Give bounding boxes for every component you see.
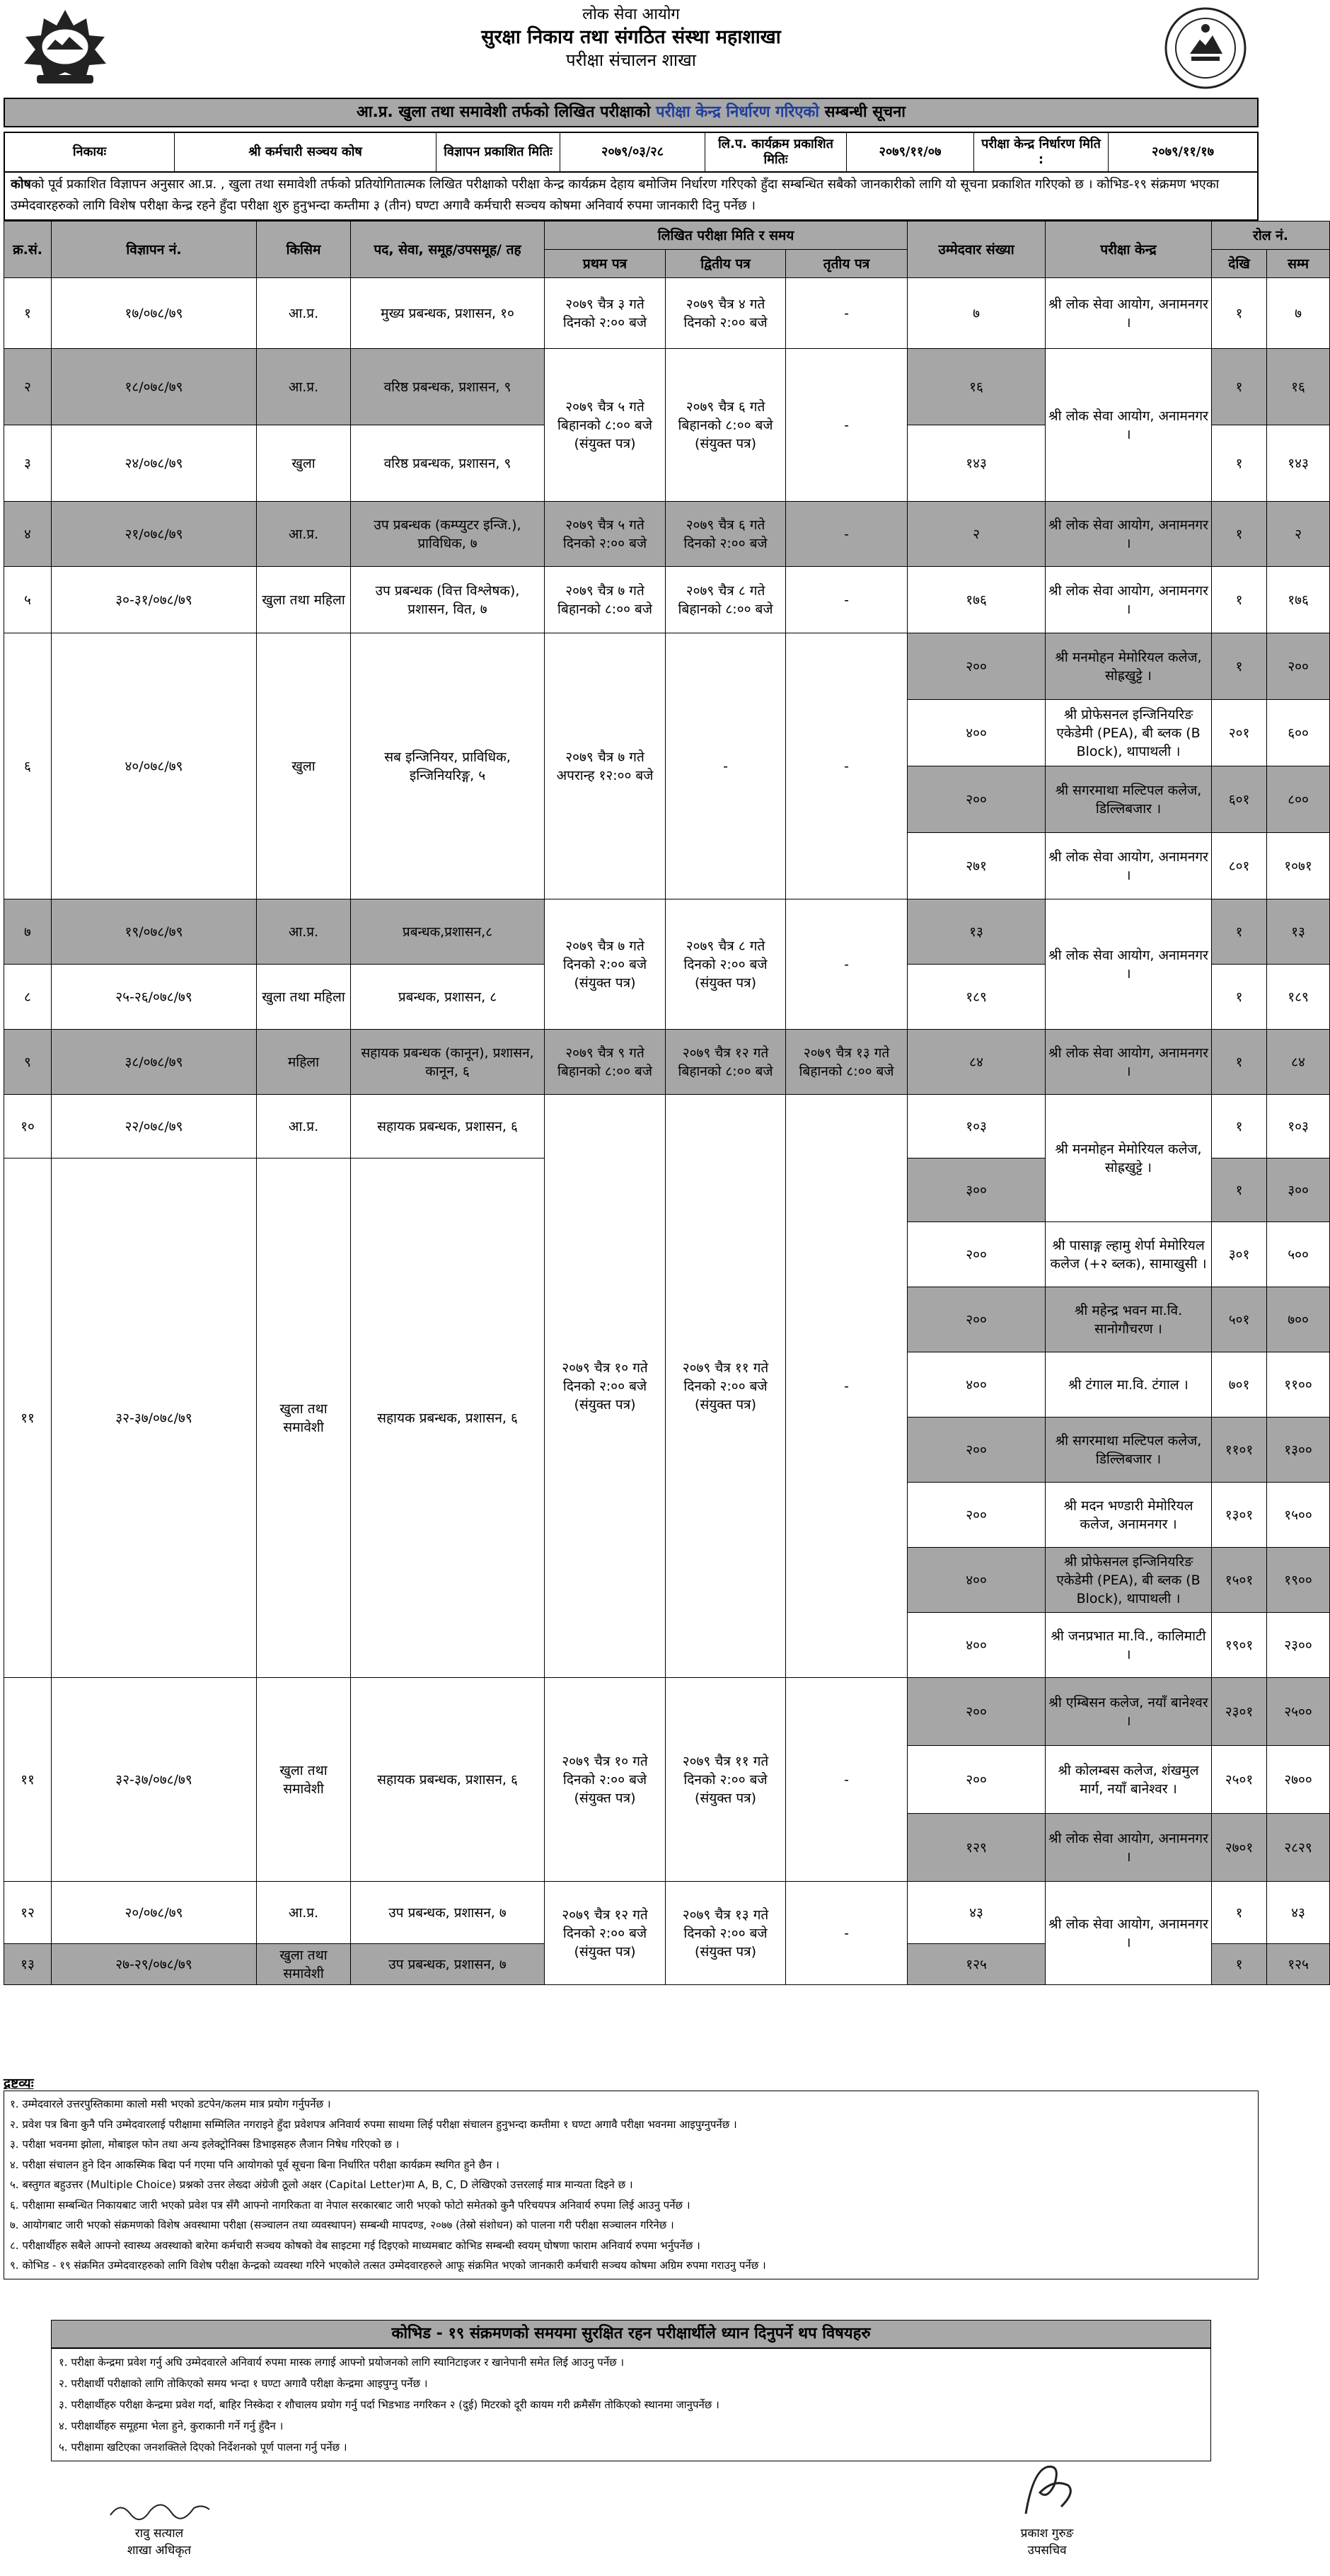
cell-paper2: २०७९ चैत्र ११ गते दिनको २:०० बजे (संयुक्त पत्र)	[666, 1095, 786, 1678]
notes-title: द्रष्टव्यः	[4, 2076, 34, 2091]
cell-paper2: -	[666, 633, 786, 899]
cell-roll-from: १	[1212, 425, 1267, 502]
col-roll-to: सम्म	[1267, 250, 1330, 278]
cell-roll-from: १	[1212, 349, 1267, 425]
cell-count: २००	[908, 1483, 1046, 1548]
cell-sn: १०	[4, 1095, 52, 1158]
cell-center: श्री लोक सेवा आयोग, अनामनगर ।	[1046, 1882, 1212, 1985]
cell-roll-to: ७००	[1267, 1287, 1330, 1352]
cell-roll-from: ११०१	[1212, 1418, 1267, 1483]
cell-post: सहायक प्रबन्धक (कानून), प्रशासन, कानून, ६	[351, 1030, 545, 1095]
cell-count: २७१	[908, 833, 1046, 899]
cell-center: श्री लोक सेवा आयोग, अनामनगर ।	[1046, 278, 1212, 349]
cell-roll-to: २५००	[1267, 1678, 1330, 1746]
cell-count: १६	[908, 349, 1046, 425]
note-item: २. प्रवेश पत्र बिना कुनै पनि उम्मेदवारलाई परीक्षामा सम्मिलित नगराइने हुँदा प्रवेशपत्र अनिवार्य रुपमा साथमा लिई परीक्षा संचालन हुनुभन्दा कम्तीमा १ घण्टा अगावै परीक्षा भवनमा आइपुग्नुपर्नेछ ।	[10, 2117, 737, 2131]
cell-count: ८४	[908, 1030, 1046, 1095]
cell-type: आ.प्र.	[257, 899, 351, 965]
note-item: ४. परीक्षा संचालन हुने दिन आकस्मिक बिदा पर्न गएमा पनि आयोगको पूर्व सूचना बिना निर्धारित परीक्षा कार्यक्रम स्थगित हुने छैन ।	[10, 2158, 499, 2171]
cell-count: २००	[908, 1222, 1046, 1287]
cell-type: आ.प्र.	[257, 278, 351, 349]
cell-count: १२९	[908, 1814, 1046, 1882]
cell-center: श्री सगरमाथा मल्टिपल कलेज, डिल्लिबजार ।	[1046, 766, 1212, 833]
cell-center: श्री कोलम्बस कलेज, शंखमुल मार्ग, नयाँ बानेश्वर ।	[1046, 1746, 1212, 1814]
cell-adv: २१/०७८/७९	[52, 502, 257, 567]
cell-type: आ.प्र.	[257, 349, 351, 425]
col-roll-from: देखि	[1212, 250, 1267, 278]
cell-sn: १	[4, 278, 52, 349]
header-section: परीक्षा संचालन शाखा	[565, 50, 696, 70]
cell-roll-from: १	[1212, 1030, 1267, 1095]
cell-count: ४००	[908, 1613, 1046, 1678]
cell-center: श्री मदन भण्डारी मेमोरियल कलेज, अनामनगर ।	[1046, 1483, 1212, 1548]
cell-center: श्री मनमोहन मेमोरियल कलेज, सोह्रखुट्टे ।	[1046, 1095, 1212, 1222]
cell-adv: २०/०७८/७९	[52, 1882, 257, 1944]
cell-roll-from: २०१	[1212, 700, 1267, 766]
cell-paper1: २०७९ चैत्र ३ गते दिनको २:०० बजे	[545, 278, 666, 349]
cell-roll-to: २३००	[1267, 1613, 1330, 1678]
cell-roll-to: १०७१	[1267, 833, 1330, 899]
note-item: ५. बस्तुगत बहुउत्तर (Multiple Choice) प्रश्नको उत्तर लेख्दा अंग्रेजी ठूलो अक्षर (Capital Letter)मा A, B, C, D लेखिएको उत्तरलाई मात्र मान्यता दिइने छ ।	[10, 2178, 633, 2191]
covid-item: २. परीक्षार्थी परीक्षाको लागि तोकिएको समय भन्दा १ घण्टा अगावै परीक्षा केन्द्रमा आइपुग्नु पर्नेछ ।	[59, 2377, 428, 2390]
cell-paper3: -	[786, 633, 908, 899]
cell-sn: ११	[4, 1678, 52, 1882]
cell-adv: ३०-३१/०७८/७९	[52, 567, 257, 633]
left-signature-icon	[106, 2494, 212, 2522]
col-candidates: उम्मेदवार संख्या	[908, 222, 1046, 278]
cell-count: १७६	[908, 567, 1046, 633]
cell-type: खुला तथा समावेशी	[257, 1678, 351, 1882]
table-row	[4, 1095, 1330, 1158]
cell-type: आ.प्र.	[257, 502, 351, 567]
cell-sn: ६	[4, 633, 52, 899]
col-exam-dates: लिखित परीक्षा मिति र समय	[545, 222, 908, 250]
header-commission: लोक सेवा आयोग	[582, 6, 680, 23]
cell-center: श्री लोक सेवा आयोग, अनामनगर ।	[1046, 833, 1212, 899]
cell-paper2: २०७९ चैत्र ११ गते दिनको २:०० बजे (संयुक्त पत्र)	[666, 1678, 786, 1882]
cell-adv: २७-२९/०७८/७९	[52, 1944, 257, 1985]
right-signatory-title: उपसचिव	[1027, 2543, 1067, 2558]
cell-roll-from: १	[1212, 1095, 1267, 1158]
cell-roll-to: १३	[1267, 899, 1330, 965]
cell-center: श्री प्रोफेसनल इन्जिनियरिङ एकेडेमी (PEA), बी ब्लक (B Block), थापाथली ।	[1046, 1548, 1212, 1613]
cell-count: २००	[908, 1287, 1046, 1352]
right-signatory-name: प्रकाश गुरुङ	[1020, 2526, 1074, 2541]
schedule-date-label: लि.प. कार्यक्रम प्रकाशित मितिः	[705, 133, 847, 171]
cell-roll-to: ३००	[1267, 1158, 1330, 1222]
cell-roll-to: २८२९	[1267, 1814, 1330, 1882]
cell-roll-to: २००	[1267, 633, 1330, 700]
left-signature-block	[78, 2525, 241, 2559]
cell-post: वरिष्ठ प्रबन्धक, प्रशासन, ९	[351, 349, 545, 425]
covid-item: ३. परीक्षार्थीहरु परीक्षा केन्द्रमा प्रवेश गर्दा, बाहिर निस्केदा र शौचालय प्रयोग गर्नु पर्दा भिडभाड नगरिकन २ (दुई) मिटरको दूरी कायम गरी क्रमैसँग तोकिएको स्थानमा जानुपर्नेछ ।	[59, 2398, 719, 2411]
covid-title: कोभिड - १९ संक्रमणको समयमा सुरक्षित रहन परीक्षार्थीले ध्यान दिनुपर्ने थप विषयहरु	[51, 2320, 1211, 2348]
cell-roll-from: २५०१	[1212, 1746, 1267, 1814]
right-signature-block	[969, 2525, 1125, 2559]
cell-paper2: २०७९ चैत्र ८ गते दिनको २:०० बजे (संयुक्त पत्र)	[666, 899, 786, 1030]
cell-center: श्री प्रोफेसनल इन्जिनियरिङ एकेडेमी (PEA), बी ब्लक (B Block), थापाथली ।	[1046, 700, 1212, 766]
center-date-label: परीक्षा केन्द्र निर्धारण मिति :	[974, 133, 1109, 171]
cell-roll-from: ८०१	[1212, 833, 1267, 899]
cell-paper3: -	[786, 1882, 908, 1985]
cell-roll-to: १०३	[1267, 1095, 1330, 1158]
cell-post: प्रबन्धक,प्रशासन,८	[351, 899, 545, 965]
col-paper3: तृतीय पत्र	[786, 250, 908, 278]
cell-center: श्री सगरमाथा मल्टिपल कलेज, डिल्लिबजार ।	[1046, 1418, 1212, 1483]
cell-center: श्री महेन्द्र भवन मा.वि. सानोगौचरण ।	[1046, 1287, 1212, 1352]
cell-type: खुला तथा महिला	[257, 965, 351, 1030]
cell-roll-from: १	[1212, 278, 1267, 349]
cell-adv: ४०/०७८/७९	[52, 633, 257, 899]
cell-paper1: २०७९ चैत्र ७ गते बिहानको ८:०० बजे	[545, 567, 666, 633]
cell-paper1: २०७९ चैत्र १२ गते दिनको २:०० बजे (संयुक्त पत्र)	[545, 1882, 666, 1985]
cell-post: उप प्रबन्धक (वित्त विश्लेषक), प्रशासन, वित, ७	[351, 567, 545, 633]
cell-roll-from: १	[1212, 965, 1267, 1030]
note-item: ९. कोभिड - १९ संक्रमित उम्मेदवारहरुको लागि विशेष परीक्षा केन्द्रको व्यवस्था गरिने भएकोले तत्सत उम्मेदवारहरुले आफू संक्रमित भएको जानकारी कर्मचारी सञ्चय कोषमा अग्रिम रुपमा गराउनु पर्नेछ ।	[10, 2259, 766, 2272]
cell-roll-to: १२५	[1267, 1944, 1330, 1985]
notice-title-part3: सम्बन्धी सूचना	[824, 103, 906, 121]
cell-post: सहायक प्रबन्धक, प्रशासन, ६	[351, 1678, 545, 1882]
cell-sn: ११	[4, 1158, 52, 1678]
cell-paper3: -	[786, 899, 908, 1030]
cell-type: खुला	[257, 425, 351, 502]
cell-sn: ३	[4, 425, 52, 502]
cell-center: श्री मनमोहन मेमोरियल कलेज, सोह्रखुट्टे ।	[1046, 633, 1212, 700]
cell-post: प्रबन्धक, प्रशासन, ८	[351, 965, 545, 1030]
notice-title-part1: आ.प्र. खुला तथा समावेशी तर्फको लिखित परीक्षाको	[357, 103, 651, 121]
cell-paper3: -	[786, 349, 908, 502]
cell-paper3: -	[786, 502, 908, 567]
intro-paragraph	[4, 173, 1259, 221]
cell-roll-from: ३०१	[1212, 1222, 1267, 1287]
cell-count: १०३	[908, 1095, 1046, 1158]
covid-item: ५. परीक्षामा खटिएका जनशक्तिले दिएको निर्देशनको पूर्ण पालना गर्नु पर्नेछ ।	[59, 2441, 347, 2454]
cell-roll-from: १	[1212, 1882, 1267, 1944]
cell-roll-from: ७०१	[1212, 1352, 1267, 1418]
cell-center: श्री पासाङ्ग ल्हामु शेर्पा मेमोरियल कलेज (+२ ब्लक), सामाखुसी ।	[1046, 1222, 1212, 1287]
cell-paper1: २०७९ चैत्र ९ गते बिहानको ८:०० बजे	[545, 1030, 666, 1095]
cell-paper3: -	[786, 1095, 908, 1678]
cell-count: ४००	[908, 700, 1046, 766]
cell-adv: १९/०७८/७९	[52, 899, 257, 965]
cell-roll-to: ६००	[1267, 700, 1330, 766]
cell-center: श्री लोक सेवा आयोग, अनामनगर ।	[1046, 1030, 1212, 1095]
cell-center: श्री टंगाल मा.वि. टंगाल ।	[1046, 1352, 1212, 1418]
cell-post: उप प्रबन्धक, प्रशासन, ७	[351, 1944, 545, 1985]
cell-roll-from: १	[1212, 633, 1267, 700]
cell-type: खुला	[257, 633, 351, 899]
cell-post: वरिष्ठ प्रबन्धक, प्रशासन, ९	[351, 425, 545, 502]
cell-paper2: २०७९ चैत्र ८ गते बिहानको ८:०० बजे	[666, 567, 786, 633]
cell-count: ३००	[908, 1158, 1046, 1222]
cell-roll-to: २	[1267, 502, 1330, 567]
org-label: निकायः	[5, 133, 175, 171]
cell-type: महिला	[257, 1030, 351, 1095]
table-row	[4, 633, 1330, 700]
cell-paper3: -	[786, 567, 908, 633]
cell-count: २००	[908, 1418, 1046, 1483]
cell-roll-to: ११००	[1267, 1352, 1330, 1418]
cell-roll-from: १	[1212, 899, 1267, 965]
cell-adv: २४/०७८/७९	[52, 425, 257, 502]
cell-count: ४००	[908, 1548, 1046, 1613]
table-row	[4, 1678, 1330, 1746]
cell-type: आ.प्र.	[257, 1882, 351, 1944]
left-signatory-name: रावु सत्याल	[134, 2526, 184, 2541]
schedule-date-value: २०७९/११/०७	[847, 133, 974, 171]
cell-adv: १८/०७८/७९	[52, 349, 257, 425]
table-row	[4, 899, 1330, 965]
cell-count: १३	[908, 899, 1046, 965]
cell-paper1: २०७९ चैत्र ५ गते दिनको २:०० बजे	[545, 502, 666, 567]
cell-center: श्री जनप्रभात मा.वि., कालिमाटी ।	[1046, 1613, 1212, 1678]
cell-roll-to: ८४	[1267, 1030, 1330, 1095]
cell-post: सहायक प्रबन्धक, प्रशासन, ६	[351, 1158, 545, 1678]
cell-count: २००	[908, 633, 1046, 700]
cell-roll-to: ५००	[1267, 1222, 1330, 1287]
cell-paper2: २०७९ चैत्र ६ गते दिनको २:०० बजे	[666, 502, 786, 567]
cell-center: श्री लोक सेवा आयोग, अनामनगर ।	[1046, 1814, 1212, 1882]
notice-title	[4, 98, 1259, 127]
note-item: १. उम्मेदवारले उत्तरपुस्तिकामा कालो मसी भएको डटपेन/कलम मात्र प्रयोग गर्नुपर्नेछ ।	[10, 2098, 331, 2110]
col-adv: विज्ञापन नं.	[52, 222, 257, 278]
cell-center: श्री लोक सेवा आयोग, अनामनगर ।	[1046, 899, 1212, 1030]
cell-count: १४३	[908, 425, 1046, 502]
cell-roll-to: २७००	[1267, 1746, 1330, 1814]
table-row	[4, 1882, 1330, 1944]
note-item: ३. परीक्षा भवनमा झोला, मोबाइल फोन तथा अन्य इलेक्ट्रोनिक्स डिभाइसहरु लैजान निषेध गरिएको छ ।	[10, 2138, 400, 2151]
cell-count: २००	[908, 766, 1046, 833]
cell-count: २	[908, 502, 1046, 567]
cell-paper2: २०७९ चैत्र १२ गते बिहानको ८:०० बजे	[666, 1030, 786, 1095]
center-date-value: २०७९/११/१७	[1151, 144, 1215, 159]
cell-adv: ३८/०७८/७९	[52, 1030, 257, 1095]
cell-roll-from: १	[1212, 1944, 1267, 1985]
cell-sn: १२	[4, 1882, 52, 1944]
col-roll: रोल नं.	[1212, 222, 1330, 250]
col-type: किसिम	[257, 222, 351, 278]
cell-roll-from: १९०१	[1212, 1613, 1267, 1678]
col-paper2: द्वितीय पत्र	[666, 250, 786, 278]
cell-sn: ८	[4, 965, 52, 1030]
cell-paper2: २०७९ चैत्र १३ गते दिनको २:०० बजे (संयुक्त पत्र)	[666, 1882, 786, 1985]
cell-type: खुला तथा महिला	[257, 567, 351, 633]
right-signature-icon	[1012, 2457, 1082, 2521]
cell-roll-from: ६०१	[1212, 766, 1267, 833]
exam-center-table	[4, 221, 1330, 1985]
cell-roll-from: २३०१	[1212, 1678, 1267, 1746]
cell-post: सब इन्जिनियर, प्राविधिक, इन्जिनियरिङ्ग, ५	[351, 633, 545, 899]
cell-count: ४३	[908, 1882, 1046, 1944]
cell-paper3: २०७९ चैत्र १३ गते बिहानको ८:०० बजे	[786, 1030, 908, 1095]
cell-count: ४००	[908, 1352, 1046, 1418]
cell-paper1: २०७९ चैत्र ७ गते अपरान्ह १२:०० बजे	[545, 633, 666, 899]
cell-roll-from: १	[1212, 502, 1267, 567]
cell-sn: ४	[4, 502, 52, 567]
cell-sn: ७	[4, 899, 52, 965]
cell-sn: २	[4, 349, 52, 425]
cell-roll-to: ७	[1267, 278, 1330, 349]
cell-paper1: २०७९ चैत्र ५ गते बिहानको ८:०० बजे (संयुक्त पत्र)	[545, 349, 666, 502]
cell-paper1: २०७९ चैत्र १० गते दिनको २:०० बजे (संयुक्त पत्र)	[545, 1095, 666, 1678]
cell-roll-to: १६	[1267, 349, 1330, 425]
cell-paper1: २०७९ चैत्र ७ गते दिनको २:०० बजे (संयुक्त पत्र)	[545, 899, 666, 1030]
table-row	[4, 502, 1330, 567]
header-division: सुरक्षा निकाय तथा संगठित संस्था महाशाखा	[481, 26, 781, 48]
intro-text: को पूर्व प्रकाशित विज्ञापन अनुसार आ.प्र. , खुला तथा समावेशी तर्फको प्रतियोगितात्मक लिखित परीक्षाको परीक्षा केन्द्र कार्यक्रम देहाय बमोजिम निर्धारण गरिएको हुँदा सम्बन्धित सबैको जानकारीको लागि यो सूचना प्रकाशित गरिएको छ । कोभिड-१९ संक्रमण भएका उम्मेदवारहरुको लागि विशेष परीक्षा केन्द्र रहने हुँदा परीक्षा शुरु हुनुभन्दा कम्तीमा ३ (तीन) घण्टा अगावै कर्मचारी सञ्चय कोषमा अनिवार्य रुपमा जानकारी दिनु पर्नेछ ।	[11, 177, 1220, 213]
table-row	[4, 278, 1330, 349]
cell-roll-from: १५०१	[1212, 1548, 1267, 1613]
cell-roll-to: १९००	[1267, 1548, 1330, 1613]
col-paper1: प्रथम पत्र	[545, 250, 666, 278]
cell-paper3: -	[786, 278, 908, 349]
cell-roll-to: १७६	[1267, 567, 1330, 633]
cell-count: १२५	[908, 1944, 1046, 1985]
cell-type: खुला तथा समावेशी	[257, 1944, 351, 1985]
cell-post: उप प्रबन्धक, प्रशासन, ७	[351, 1882, 545, 1944]
cell-adv: ३२-३७/०७८/७९	[52, 1158, 257, 1678]
info-row	[4, 132, 1259, 173]
cell-post: मुख्य प्रबन्धक, प्रशासन, १०	[351, 278, 545, 349]
cell-count: २००	[908, 1746, 1046, 1814]
cell-roll-to: ८००	[1267, 766, 1330, 833]
notice-title-part2: परीक्षा केन्द्र निर्धारण गरिएको	[656, 103, 819, 121]
cell-type: खुला तथा समावेशी	[257, 1158, 351, 1678]
cell-paper1: २०७९ चैत्र १० गते दिनको २:०० बजे (संयुक्त पत्र)	[545, 1678, 666, 1882]
cell-roll-to: १५००	[1267, 1483, 1330, 1548]
covid-item: ४. परीक्षार्थीहरु समूहमा भेला हुने, कुराकानी गर्ने गर्नु हुँदैन ।	[59, 2420, 284, 2432]
cell-roll-from: १	[1212, 1158, 1267, 1222]
intro-bold: कोष	[11, 177, 31, 192]
cell-sn: ९	[4, 1030, 52, 1095]
cell-paper2: २०७९ चैत्र ४ गते दिनको २:०० बजे	[666, 278, 786, 349]
cell-type: आ.प्र.	[257, 1095, 351, 1158]
cell-paper2: २०७९ चैत्र ६ गते बिहानको ८:०० बजे (संयुक्त पत्र)	[666, 349, 786, 502]
adv-date-value: २०७९/०३/२८	[560, 133, 705, 171]
cell-roll-from: २७०१	[1212, 1814, 1267, 1882]
cell-center: श्री लोक सेवा आयोग, अनामनगर ।	[1046, 349, 1212, 502]
cell-sn: ५	[4, 567, 52, 633]
cell-adv: ३२-३७/०७८/७९	[52, 1678, 257, 1882]
col-post: पद, सेवा, समूह/उपसमूह/ तह	[351, 222, 545, 278]
table-row	[4, 1030, 1330, 1095]
cell-roll-from: १३०१	[1212, 1483, 1267, 1548]
note-item: ८. परीक्षार्थीहरु सबैले आफ्नो स्वास्थ्य अवस्थाको बारेमा कर्मचारी सञ्चय कोषको वेब साइटमा गई दिइएको माध्यमबाट कोभिड सम्बन्धी स्वयम् घोषणा फाराम अनिवार्य रुपमा भर्नुपर्नेछ ।	[10, 2238, 700, 2252]
cell-roll-from: ५०१	[1212, 1287, 1267, 1352]
cell-roll-to: ४३	[1267, 1882, 1330, 1944]
col-sn: क्र.सं.	[4, 222, 52, 278]
notes-list	[4, 2091, 1259, 2279]
cell-count: १८९	[908, 965, 1046, 1030]
cell-paper3: -	[786, 1678, 908, 1882]
cell-center: श्री लोक सेवा आयोग, अनामनगर ।	[1046, 567, 1212, 633]
cell-adv: २५-२६/०७८/७९	[52, 965, 257, 1030]
cell-adv: २२/०७८/७९	[52, 1095, 257, 1158]
cell-roll-to: १८९	[1267, 965, 1330, 1030]
left-signatory-title: शाखा अधिकृत	[127, 2543, 192, 2558]
cell-count: ७	[908, 278, 1046, 349]
cell-count: २००	[908, 1678, 1046, 1746]
cell-roll-from: १	[1212, 567, 1267, 633]
cell-roll-to: १३००	[1267, 1418, 1330, 1483]
covid-item: १. परीक्षा केन्द्रमा प्रवेश गर्नु अघि उम्मेदवारले अनिवार्य रुपमा मास्क लगाई आफ्नो प्रयोजनको लागि स्यानिटाइजर र खानेपानी समेत लिई आउनु पर्नेछ ।	[59, 2356, 625, 2369]
org-value: श्री कर्मचारी सञ्चय कोष	[175, 133, 436, 171]
note-item: ७. आयोगबाट जारी भएको संक्रमणको विशेष अवस्थामा परीक्षा (सञ्चालन तथा व्यवस्थापन) सम्बन्धी मापदण्ड, २०७७ (तेस्रो संशोधन) को पालना गरी परीक्षा सञ्चालन गरिनेछ ।	[10, 2219, 674, 2231]
table-row	[4, 349, 1330, 425]
cell-adv: १७/०७८/७९	[52, 278, 257, 349]
cell-post: सहायक प्रबन्धक, प्रशासन, ६	[351, 1095, 545, 1158]
table-row	[4, 567, 1330, 633]
cell-sn: १३	[4, 1944, 52, 1985]
covid-list	[51, 2348, 1211, 2461]
col-center: परीक्षा केन्द्र	[1046, 222, 1212, 278]
adv-date-label: विज्ञापन प्रकाशित मितिः	[436, 133, 560, 171]
cell-center: श्री लोक सेवा आयोग, अनामनगर ।	[1046, 502, 1212, 567]
cell-roll-to: १४३	[1267, 425, 1330, 502]
cell-post: उप प्रबन्धक (कम्प्युटर इन्जि.), प्राविधिक, ७	[351, 502, 545, 567]
note-item: ६. परीक्षामा सम्बन्धित निकायबाट जारी भएको प्रवेश पत्र सँगै आफ्नो नागरिकता वा नेपाल सरकारबाट जारी भएको फोटो समेतको कुनै परिचयपत्र अनिवार्य रुपमा लिई आउनु पर्नेछ ।	[10, 2198, 690, 2212]
cell-center: श्री एम्बिसन कलेज, नयाँ बानेश्वर ।	[1046, 1678, 1212, 1746]
